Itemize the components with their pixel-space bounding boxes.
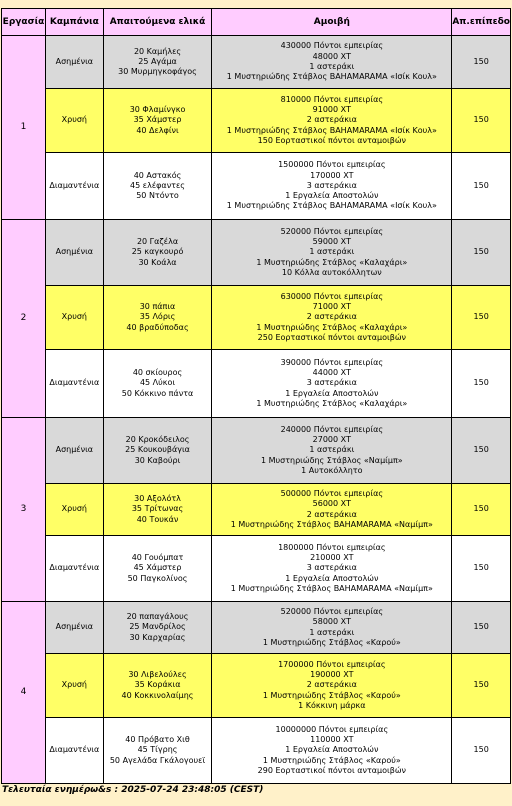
reward-item: 1 Εργαλεία Αποστολών (285, 388, 379, 398)
campaign-tier: Ασημένια (45, 220, 103, 286)
required-item: 25 Κουκουβάγια (125, 445, 190, 455)
reward (212, 484, 452, 536)
table-row (2, 89, 511, 153)
header-task: Εργασία (2, 9, 46, 36)
reward-item: 1 Μυστηριώδης Στάβλος BAHAMARAMA «Ναμίμπ» (230, 583, 433, 593)
reward-item: 190000 ΧΤ (310, 670, 354, 680)
required-animals (103, 36, 212, 89)
reward-item: 1 Μυστηριώδης Στάβλος BAHAMARAMA «Ισίκ Κουλ» (226, 201, 437, 211)
table-row (2, 286, 511, 350)
reward-item: 1500000 Πόντοι εμπειρίας (278, 160, 386, 170)
campaign-tier: Χρυσή (45, 654, 103, 718)
task-number: 1 (2, 36, 46, 220)
reward (212, 220, 452, 286)
required-item: 40 Κοκκινολαίμης (121, 690, 194, 700)
required-animals (103, 153, 212, 220)
reward-item: 1 Εργαλεία Αποστολών (285, 191, 379, 201)
required-level: 150 (452, 286, 511, 350)
reward-item: 71000 ΧΤ (312, 302, 352, 312)
campaign-tier: Χρυσή (45, 484, 103, 536)
reward-item: 170000 ΧΤ (310, 170, 354, 180)
required-item: 40 Γουόμπατ (131, 553, 184, 563)
reward-item: 1 Μυστηριώδης Στάβλος «Καλαχάρι» (256, 257, 408, 267)
required-level: 150 (452, 602, 511, 654)
campaign-tier: Διαμαντένια (45, 153, 103, 220)
reward (212, 36, 452, 89)
required-item: 30 Λιβελούλες (128, 670, 187, 680)
reward-item: 48000 ΧΤ (312, 51, 352, 61)
required-item: 20 Κροκόδειλος (125, 435, 190, 445)
required-item: 20 παπαγάλους (126, 612, 189, 622)
last-updated: Τελευταία ενημέρω&s : 2025-07-24 23:48:05 (CEST) (2, 785, 264, 795)
required-animals (103, 718, 212, 784)
required-animals (103, 286, 212, 350)
reward-item: 3 αστεράκια (306, 563, 357, 573)
reward-item: 10 Κόλλα αυτοκόλλητων (281, 267, 382, 277)
header-row (2, 9, 511, 36)
table-body (2, 36, 511, 784)
required-item: 30 Αξολότλ (134, 494, 181, 504)
reward-item: 1 Εργαλεία Αποστολών (285, 573, 379, 583)
required-item: 40 Τουκάν (136, 514, 179, 524)
reward-item: 1 Μυστηριώδης Στάβλος BAHAMARAMA «Ισίκ Κουλ» (226, 125, 437, 135)
required-item: 50 Αγελάδα Γκάλογουεϊ (109, 755, 206, 765)
reward-item: 240000 Πόντοι εμπειρίας (280, 424, 384, 434)
required-item: 50 Παγκολίνος (127, 573, 188, 583)
required-item: 40 σκίουρος (132, 368, 183, 378)
required-item: 20 Καμήλες (133, 46, 182, 56)
required-item: 50 Ντόντο (136, 191, 179, 201)
required-item: 40 Αστακός (133, 170, 182, 180)
required-level: 150 (452, 718, 511, 784)
campaign-tier: Χρυσή (45, 286, 103, 350)
required-animals (103, 350, 212, 418)
required-level: 150 (452, 153, 511, 220)
required-item: 25 καγκουρό (131, 247, 184, 257)
required-level: 150 (452, 89, 511, 153)
reward-item: 390000 Πόντοι εμπειρίας (280, 357, 384, 367)
required-animals (103, 654, 212, 718)
reward-item: 10000000 Πόντοι εμπειρίας (275, 724, 389, 734)
reward-item: 58000 ΧΤ (312, 617, 352, 627)
reward-item: 2 αστεράκια (306, 115, 357, 125)
required-animals (103, 536, 212, 602)
reward-item: 91000 ΧΤ (312, 105, 352, 115)
reward-item: 1 Μυστηριώδης Στάβλος «Καλαχάρι» (256, 322, 408, 332)
required-level: 150 (452, 536, 511, 602)
reward-item: 110000 ΧΤ (310, 735, 354, 745)
reward-item: 1 Αυτοκόλλητο (301, 465, 363, 475)
campaign-tier: Διαμαντένια (45, 536, 103, 602)
required-item: 35 Λόρις (139, 312, 176, 322)
reward (212, 602, 452, 654)
reward-item: 27000 ΧΤ (312, 435, 352, 445)
table-row (2, 36, 511, 89)
reward-item: 2 αστεράκια (306, 312, 357, 322)
campaign-tier: Ασημένια (45, 602, 103, 654)
reward-item: 290 Εορταστικοί πόντοι ανταμοιβών (257, 765, 406, 775)
table-row (2, 350, 511, 418)
task-number: 3 (2, 418, 46, 602)
required-item: 45 ελέφαντες (130, 180, 185, 190)
header-level: Απ.επίπεδο (452, 9, 511, 36)
campaign-tier: Χρυσή (45, 89, 103, 153)
reward (212, 536, 452, 602)
reward-item: 2 αστεράκια (306, 509, 357, 519)
task-number: 2 (2, 220, 46, 418)
required-item: 35 Κοράκια (134, 680, 181, 690)
reward (212, 350, 452, 418)
reward (212, 418, 452, 484)
required-level: 150 (452, 418, 511, 484)
campaign-tier: Ασημένια (45, 418, 103, 484)
reward-item: 44000 ΧΤ (312, 368, 352, 378)
required-level: 150 (452, 36, 511, 89)
reward-item: 250 Εορταστικοί πόντοι ανταμοιβών (257, 332, 406, 342)
reward-item: 1 Μυστηριώδης Στάβλος «Καρού» (262, 690, 401, 700)
required-animals (103, 89, 212, 153)
reward (212, 286, 452, 350)
required-item: 30 Κοάλα (138, 257, 177, 267)
required-animals (103, 602, 212, 654)
reward-item: 1 Μυστηριώδης Στάβλος «Καλαχάρι» (256, 398, 408, 408)
required-item: 50 Κόκκινο πάντα (121, 388, 194, 398)
required-item: 25 Αγάμα (138, 56, 177, 66)
reward-item: 1 αστεράκι (309, 62, 355, 71)
reward (212, 718, 452, 784)
reward-item: 56000 ΧΤ (312, 499, 352, 509)
reward-item: 1 αστεράκι (309, 247, 355, 257)
reward-item: 520000 Πόντοι εμπειρίας (280, 226, 384, 236)
reward-item: 810000 Πόντοι εμπειρίας (280, 94, 384, 104)
required-animals (103, 220, 212, 286)
reward-item: 1 αστεράκι (309, 627, 355, 637)
tasks-table (1, 8, 511, 784)
reward-item: 1700000 Πόντοι εμπειρίας (278, 659, 386, 669)
reward-item: 1 Κόκκινη μάρκα (298, 700, 366, 710)
required-level: 150 (452, 654, 511, 718)
header-reward: Αμοιβή (212, 9, 452, 36)
reward (212, 153, 452, 220)
header-required: Απαιτούμενα ελικά (103, 9, 212, 36)
reward-item: 430000 Πόντοι εμπειρίας (280, 41, 384, 51)
required-item: 35 Τρίτωνας (131, 504, 184, 514)
reward-item: 1800000 Πόντοι εμπειρίας (278, 542, 386, 552)
required-item: 20 Γαζέλα (136, 237, 179, 247)
table-row (2, 418, 511, 484)
required-level: 150 (452, 484, 511, 536)
reward-item: 3 αστεράκια (306, 378, 357, 388)
required-animals (103, 484, 212, 536)
table-row (2, 602, 511, 654)
reward-item: 630000 Πόντοι εμπειρίας (280, 291, 384, 301)
reward-item: 500000 Πόντοι εμπειρίας (280, 488, 384, 498)
reward-item: 1 Εργαλεία Αποστολών (285, 745, 379, 755)
table-row (2, 220, 511, 286)
required-item: 30 Καρχαρίας (129, 632, 186, 642)
reward-item: 3 αστεράκια (306, 180, 357, 190)
required-item: 35 Χάμστερ (133, 115, 182, 125)
campaign-tier: Ασημένια (45, 36, 103, 89)
table-row (2, 718, 511, 784)
required-level: 150 (452, 220, 511, 286)
table-row (2, 153, 511, 220)
required-item: 45 Χάμστερ (133, 563, 182, 573)
required-item: 25 Μανδρίλος (129, 622, 186, 632)
reward-item: 210000 ΧΤ (310, 553, 354, 563)
campaign-tier: Διαμαντένια (45, 350, 103, 418)
required-item: 30 Φλαμίνγκο (129, 105, 186, 115)
reward-item: 1 Μυστηριώδης Στάβλος «Καρού» (262, 755, 401, 765)
required-item: 40 Δελφίνι (136, 125, 179, 135)
required-level: 150 (452, 350, 511, 418)
header-campaign: Καμπάνια (45, 9, 103, 36)
reward-item: 1 Μυστηριώδης Στάβλος BAHAMARAMA «Ναμίμπ» (230, 519, 433, 529)
reward-item: 150 Εορταστικοί πόντοι ανταμοιβών (257, 135, 406, 145)
required-item: 30 πάπια (139, 302, 176, 312)
reward-item: 1 Μυστηριώδης Στάβλος BAHAMARAMA «Ισίκ Κουλ» (226, 72, 437, 82)
reward-item: 59000 ΧΤ (312, 237, 352, 247)
reward (212, 89, 452, 153)
required-item: 40 βραδύποδας (126, 322, 189, 332)
reward-item: 1 αστεράκι (309, 445, 355, 455)
reward-item: 1 Μυστηριώδης Στάβλος «Ναμίμπ» (260, 455, 403, 465)
task-number: 4 (2, 602, 46, 784)
reward-item: 2 αστεράκια (306, 680, 357, 690)
reward-item: 1 Μυστηριώδης Στάβλος «Καρού» (262, 637, 401, 647)
reward-item: 520000 Πόντοι εμπειρίας (280, 606, 384, 616)
table-row (2, 654, 511, 718)
required-item: 45 Λύκοι (139, 378, 176, 388)
required-item: 30 Μυρμηγκοφάγος (118, 67, 197, 77)
reward (212, 654, 452, 718)
table-row (2, 536, 511, 602)
required-animals (103, 418, 212, 484)
required-item: 45 Τίγρης (137, 745, 178, 755)
table-row (2, 484, 511, 536)
campaign-tier: Διαμαντένια (45, 718, 103, 784)
required-item: 30 Καβούρι (134, 455, 181, 465)
required-item: 40 Πρόβατο Χιθ (125, 735, 190, 745)
